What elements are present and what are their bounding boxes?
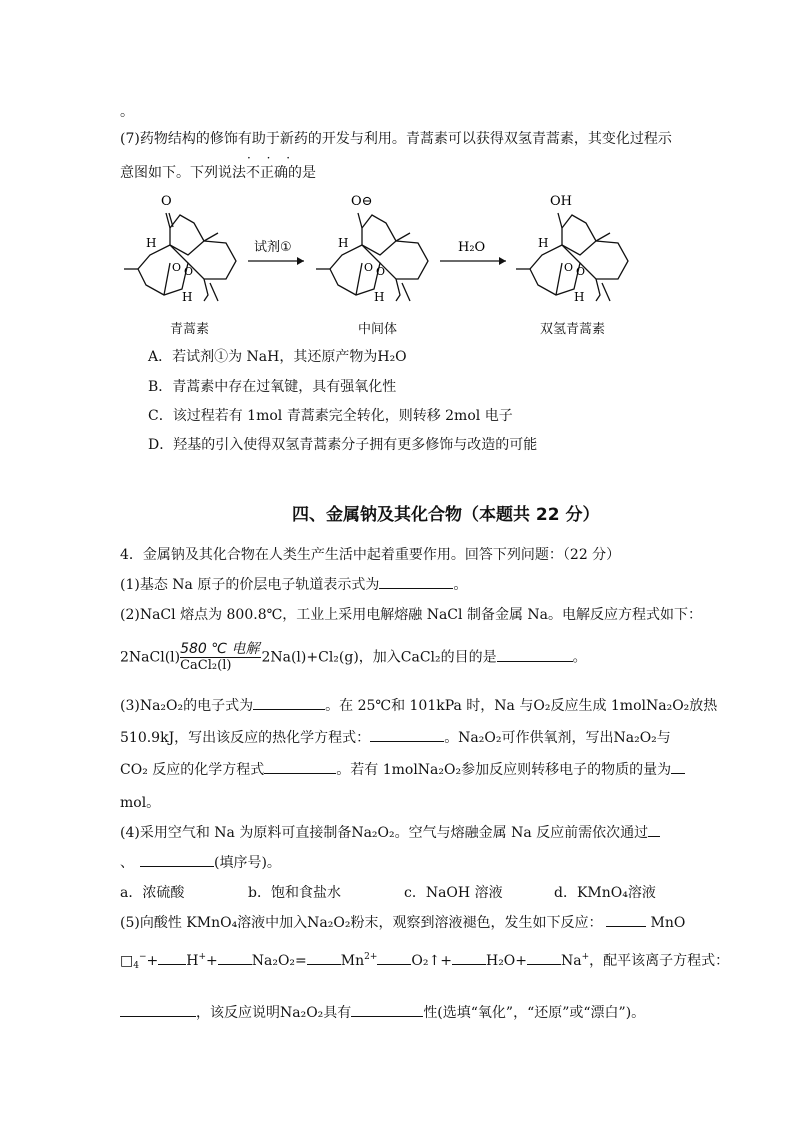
eq-left: 2NaCl(l) [120, 649, 181, 666]
box-placeholder: □ [120, 953, 134, 969]
q7-stem-line2 [120, 162, 316, 182]
eq-condition-bottom: CaCl₂(l) [180, 658, 232, 673]
answer-blank-16[interactable] [120, 1002, 196, 1017]
q7-stem-emph: 不正确 [246, 165, 288, 181]
eq-condition-top: 580 ℃ 电解 [180, 641, 260, 657]
molecule-intermediate [316, 213, 428, 301]
bridge-O-4: O [376, 265, 386, 278]
answer-blank-6[interactable] [671, 759, 685, 774]
label-artemisinin: 青蒿素 [170, 322, 210, 337]
q7-stem-post: 的是 [288, 165, 316, 181]
q4-part4-line1: (4)采用空气和 Na 为原料可直接制备Na₂O₂。空气与熔融金属 Na 反应前需依次通过 [120, 822, 660, 842]
option-d: D．羟基的引入使得双氢青蒿素分子拥有更多修饰与改造的可能 [148, 437, 538, 453]
bridge-O-1: O [172, 261, 182, 274]
answer-blank-7[interactable] [648, 822, 660, 837]
answer-blank-14[interactable] [452, 950, 486, 965]
reagent-1: 试剂① [254, 240, 292, 255]
q4-part3-line1: (3)Na₂O₂的电子式为 。在 25℃和 101kPa 时，Na 与O₂反应生成 1molNa₂O₂放热 [120, 695, 717, 715]
q4-opt-b: b．饱和食盐水 [248, 885, 341, 901]
answer-blank-10[interactable] [158, 950, 186, 965]
reaction-scheme [118, 183, 638, 333]
label-dihydroartemisinin: 双氢青蒿素 [540, 322, 606, 337]
atom-O-minus: O⊖ [351, 194, 373, 209]
answer-blank-15[interactable] [527, 950, 561, 965]
section-heading: 四、金属钠及其化合物（本题共 22 分） [292, 505, 600, 525]
atom-H-2: H [182, 290, 193, 304]
emphasis-dots: · · · [247, 151, 297, 165]
q4-opt-a: a．浓硫酸 [120, 885, 185, 901]
q4-equation: 2NaCl(l) $\frac{\text{580 ℃ 电解}}{\text{CaCl₂(l)}}$ 2Na(l)+Cl₂(g)，加入CaCl₂的目的是 。 [120, 641, 587, 673]
answer-blank-17[interactable] [351, 1002, 423, 1017]
bridge-O-5: O [564, 261, 574, 274]
atom-H-5: H [538, 236, 549, 250]
answer-blank-1[interactable] [379, 574, 453, 589]
bridge-O-6: O [576, 265, 586, 278]
answer-blank-9[interactable] [606, 912, 646, 927]
answer-blank-12[interactable] [307, 950, 341, 965]
eq-right: 2Na(l)+Cl₂(g)，加入CaCl₂的目的是 [261, 649, 497, 666]
molecule-dihydroartemisinin [516, 213, 628, 301]
q4-opt-d: d．KMnO₄溶液 [554, 885, 656, 901]
q4-opt-c: c．NaOH 溶液 [404, 885, 503, 901]
option-a: A．若试剂①为 NaH，其还原产物为H₂O [148, 349, 407, 365]
bridge-O-2: O [184, 265, 194, 278]
atom-H-4: H [374, 290, 385, 304]
q4-part5-line1: (5)向酸性 KMnO₄溶液中加入Na₂O₂粉末，观察到溶液褪色，发生如下反应： MnO [120, 912, 685, 932]
q4-part5-line3: ，该反应说明Na₂O₂具有 性(选填“氧化”，“还原”或“漂白”)。 [120, 1002, 645, 1022]
atom-O-carbonyl: O [161, 194, 172, 209]
arrow-2-head [499, 257, 506, 265]
answer-blank-11[interactable] [218, 950, 252, 965]
option-c: C．该过程若有 1mol 青蒿素完全转化，则转移 2mol 电子 [148, 408, 513, 424]
option-b: B．青蒿素中存在过氧键，具有强氧化性 [148, 379, 397, 395]
eq-condition [180, 642, 261, 673]
atom-H-6: H [574, 290, 585, 304]
stray-mark: 。 [120, 104, 134, 120]
label-intermediate: 中间体 [358, 322, 398, 337]
atom-H-1: H [146, 236, 157, 250]
q4-part3-line3: CO₂ 反应的化学方程式 。若有 1molNa₂O₂参加反应则转移电子的物质的量为 [120, 759, 685, 779]
answer-blank-13[interactable] [377, 950, 411, 965]
answer-blank-8[interactable] [140, 852, 214, 867]
q7-stem-line1: (7)药物结构的修饰有助于新药的开发与利用。青蒿素可以获得双氢青蒿素，其变化过程示 [120, 131, 672, 147]
q4-part4-line2: 、 (填序号)。 [120, 852, 281, 872]
q4-part3-line2: 510.9kJ，写出该反应的热化学方程式： 。Na₂O₂可作供氧剂，写出Na₂O₂与 [120, 727, 671, 747]
reagent-2: H₂O [458, 240, 486, 255]
arrow-1-head [297, 257, 304, 265]
q4-part5-line2: $□_4^-+ H^++ Na_2O_2= Mn^{2+}$ O₂↑+ H₂O+ Na+，配平该离子方程式： [120, 952, 730, 971]
molecule-artemisinin [124, 213, 236, 301]
answer-blank-2[interactable] [497, 647, 573, 662]
q4-part2: (2)NaCl 熔点为 800.8℃，工业上采用电解熔融 NaCl 制备金属 Na。电解反应方程式如下： [120, 607, 702, 623]
q4-intro: 4．金属钠及其化合物在人类生产生活中起着重要作用。回答下列问题：（22 分） [120, 547, 621, 563]
q4-part3-line4: mol。 [120, 795, 161, 811]
atom-H-3: H [338, 236, 349, 250]
answer-blank-4[interactable] [370, 727, 444, 742]
atom-OH: OH [550, 194, 572, 209]
answer-blank-5[interactable] [264, 759, 336, 774]
q7-stem-pre: 意图如下。下列说法 [120, 165, 246, 181]
answer-blank-3[interactable] [253, 695, 325, 710]
q4-part1: (1)基态 Na 原子的价层电子轨道表示式为 。 [120, 574, 467, 594]
bridge-O-3: O [364, 261, 374, 274]
